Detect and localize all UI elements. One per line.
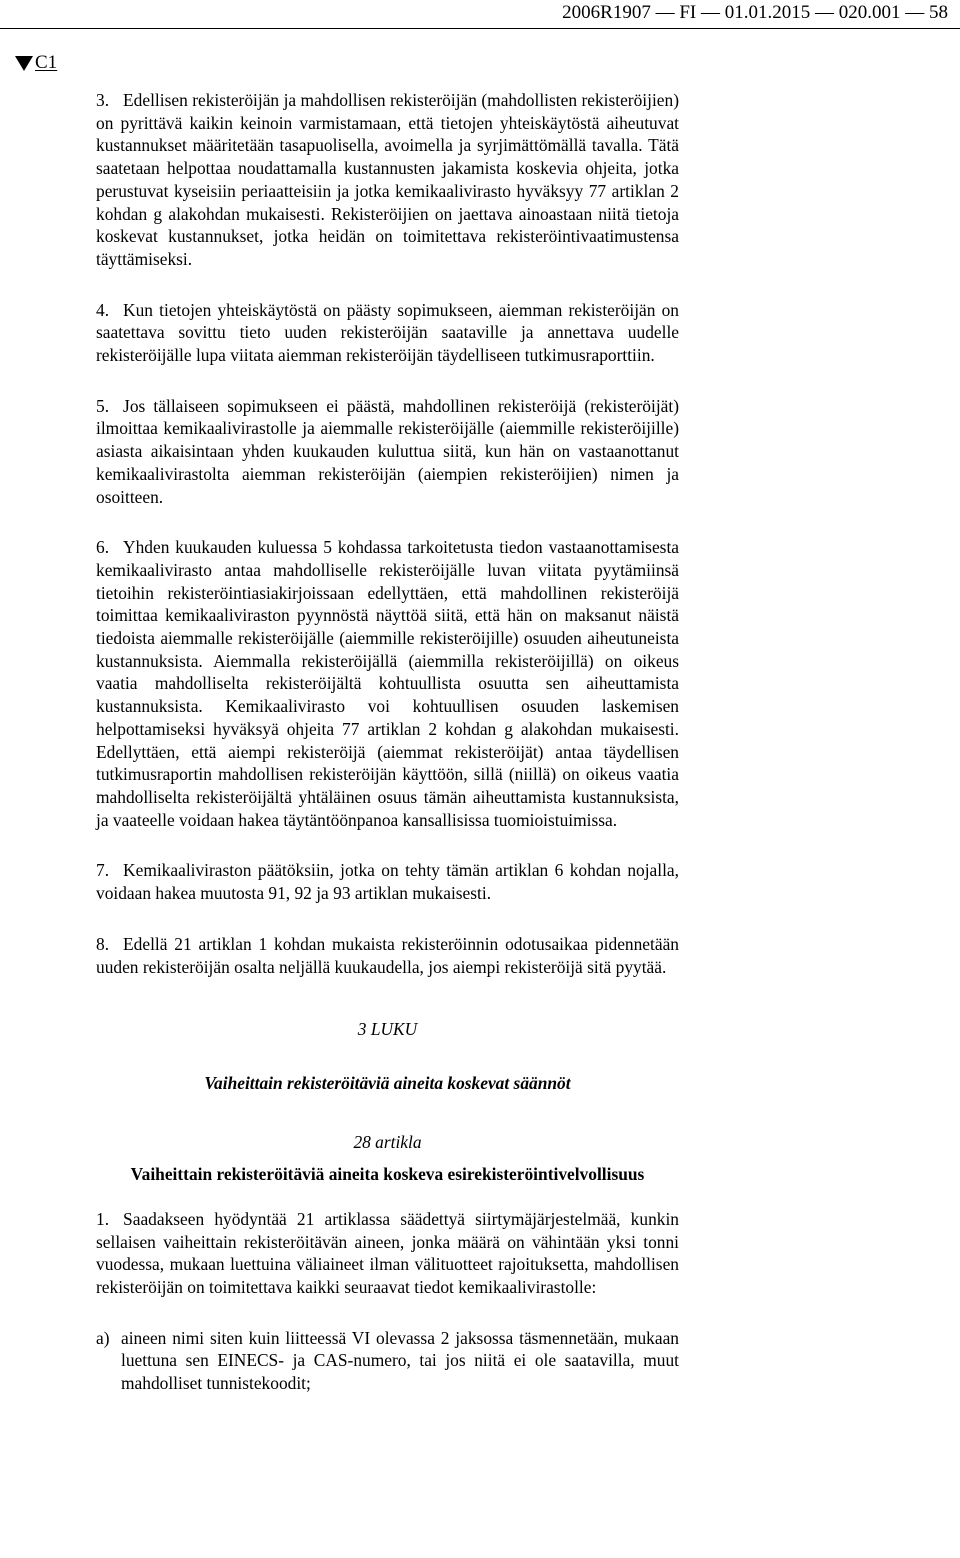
triangle-down-icon <box>15 56 33 71</box>
list-item-label: a) <box>96 1327 110 1348</box>
paragraph-4 <box>96 299 679 367</box>
paragraph-7 <box>96 859 679 904</box>
chapter-title: Vaiheittain rekisteröitäviä aineita koskevat säännöt <box>204 1073 571 1094</box>
paragraph-5 <box>96 395 679 509</box>
paragraph-8 <box>96 933 679 978</box>
paragraph-text: Yhden kuukauden kuluessa 5 kohdassa tarkoitetusta tiedon vastaanottamisesta kemikaalivirasto antaa mahdolliselle rekisteröijälle luvan viitata pyytämiinsä tietoihin rekisteröintiasiakirjoissaan edellyttäen, että mahdollinen rekisteröijä toimittaa kemikaaliviraston pyynnöstä näyttöä siitä, että hän on maksanut näistä tiedoista aiemmalle rekisteröijälle (aiemmille rekisteröijille) osuuden aiheutuneista kustannuksista. Aiemmalla rekisteröijällä (aiemmilla rekisteröijillä) on oikeus vaatia mahdolliselta rekisteröijältä kohtuullista osuutta sen aiheuttamista kustannuksista. Kemikaalivirasto voi kohtuullisen osuuden laskemisen helpottamiseksi hyväksyä ohjeita 77 artiklan 2 kohdan g alakohdan mukaisesti. Edellyttäen, että aiempi rekisteröijä (aiemmat rekisteröijät) antaa täydellisen tutkimusraportin mahdollisen rekisteröijän käyttöön, sillä (niillä) on oikeus vaatia mahdolliselta rekisteröijältä yhtäläinen osuus tämän aiheuttamista kustannuksista, ja vaateelle voidaan hakea täytäntöönpanoa kansallisissa tuomioistuimissa. <box>96 537 679 830</box>
paragraph-text: Jos tällaiseen sopimukseen ei päästä, mahdollinen rekisteröijä (rekisteröijät) ilmoittaa kemikaalivirastolle ja aiemmalle rekisteröijälle (aiemmille rekisteröijille) asiasta aikaisintaan yhden kuukauden kuluttua siitä, kun hän on vastaanottanut kemikaalivirastolta aiemman rekisteröijän (aiempien rekisteröijien) nimen ja osoitteen. <box>96 395 679 507</box>
paragraph-3 <box>96 89 679 271</box>
paragraph-text: Kemikaaliviraston päätöksiin, jotka on tehty tämän artiklan 6 kohdan nojalla, voidaan hakea muutosta 91, 92 ja 93 artiklan mukaisesti. <box>96 860 679 904</box>
paragraph-text: Saadakseen hyödyntää 21 artiklassa säädettyä siirtymäjärjestelmää, kunkin sellaisen vaiheittain rekisteröitävän aineen, jonka määrä on vähintään yksi tonni vuodessa, mukaan luettuina väliaineet ilman välituotteet rajoituksetta, mahdollisen rekisteröijän on toimitettava kaikki seuraavat tiedot kemikaalivirastolle: <box>96 1208 679 1298</box>
paragraph-number: 3. <box>96 90 110 110</box>
paragraph-6 <box>96 536 679 831</box>
document-body <box>96 89 679 1395</box>
article-number: 28 artikla <box>353 1132 422 1153</box>
document-reference: 2006R1907 — FI — 01.01.2015 — 020.001 — 58 <box>562 2 948 23</box>
paragraph-number: 4. <box>96 299 110 320</box>
header-divider <box>0 28 960 29</box>
list-item-text: aineen nimi siten kuin liitteessä VI olevassa 2 jaksossa täsmennetään, mukaan luettuna sen EINECS- ja CAS-numero, tai jos niitä ei ole saatavilla, muut mahdolliset tunnistekoodit; <box>121 1327 679 1394</box>
list-item <box>96 1327 679 1395</box>
paragraph-number: 7. <box>96 860 110 881</box>
paragraph-number: 1. <box>96 1208 110 1229</box>
article-title: Vaiheittain rekisteröitäviä aineita koskeva esirekisteröintivelvollisuus <box>130 1164 645 1185</box>
paragraph-number: 5. <box>96 395 110 416</box>
paragraph-number: 6. <box>96 537 110 558</box>
paragraph-text: Kun tietojen yhteiskäytöstä on päästy sopimukseen, aiemman rekisteröijän on saatettava sovittu tieto uuden rekisteröijän saataville ja annettava uudelle rekisteröijälle lupa viitata aiemman rekisteröijän täydelliseen tutkimusraporttiin. <box>96 299 679 366</box>
paragraph-number: 8. <box>96 933 110 954</box>
paragraph-text: Edellisen rekisteröijän ja mahdollisen rekisteröijän (mahdollisten rekisteröijien) on pyrittävä kaikin keinoin varmistamaan, että tietojen yhteiskäytöstä aiheutuvat kustannukset määritetään tasapuolisella, avoimella ja syrjimättömällä tavalla. Tätä saatetaan helpottaa noudattamalla kustannusten jakamista koskevia ohjeita, jotka perustuvat kyseisiin periaatteisiin ja jotka kemikaalivirasto hyväksyy 77 artiklan 2 kohdan g alakohdan mukaisesti. Rekisteröijien on jaettava ainoastaan niitä tietoja koskevat kustannukset, jotka heidän on toimitettava rekisteröintivaatimustensa täyttämiseksi. <box>96 90 679 269</box>
paragraph-text: Edellä 21 artiklan 1 kohdan mukaista rekisteröinnin odotusaikaa pidennetään uuden rekisteröijän osalta neljällä kuukaudella, jos aiempi rekisteröijä sitä pyytää. <box>96 933 679 977</box>
amendment-marker-label: C1 <box>35 52 58 73</box>
amendment-marker <box>15 52 57 74</box>
article-paragraph-1 <box>96 1208 679 1299</box>
chapter-number: 3 LUKU <box>357 1019 418 1040</box>
